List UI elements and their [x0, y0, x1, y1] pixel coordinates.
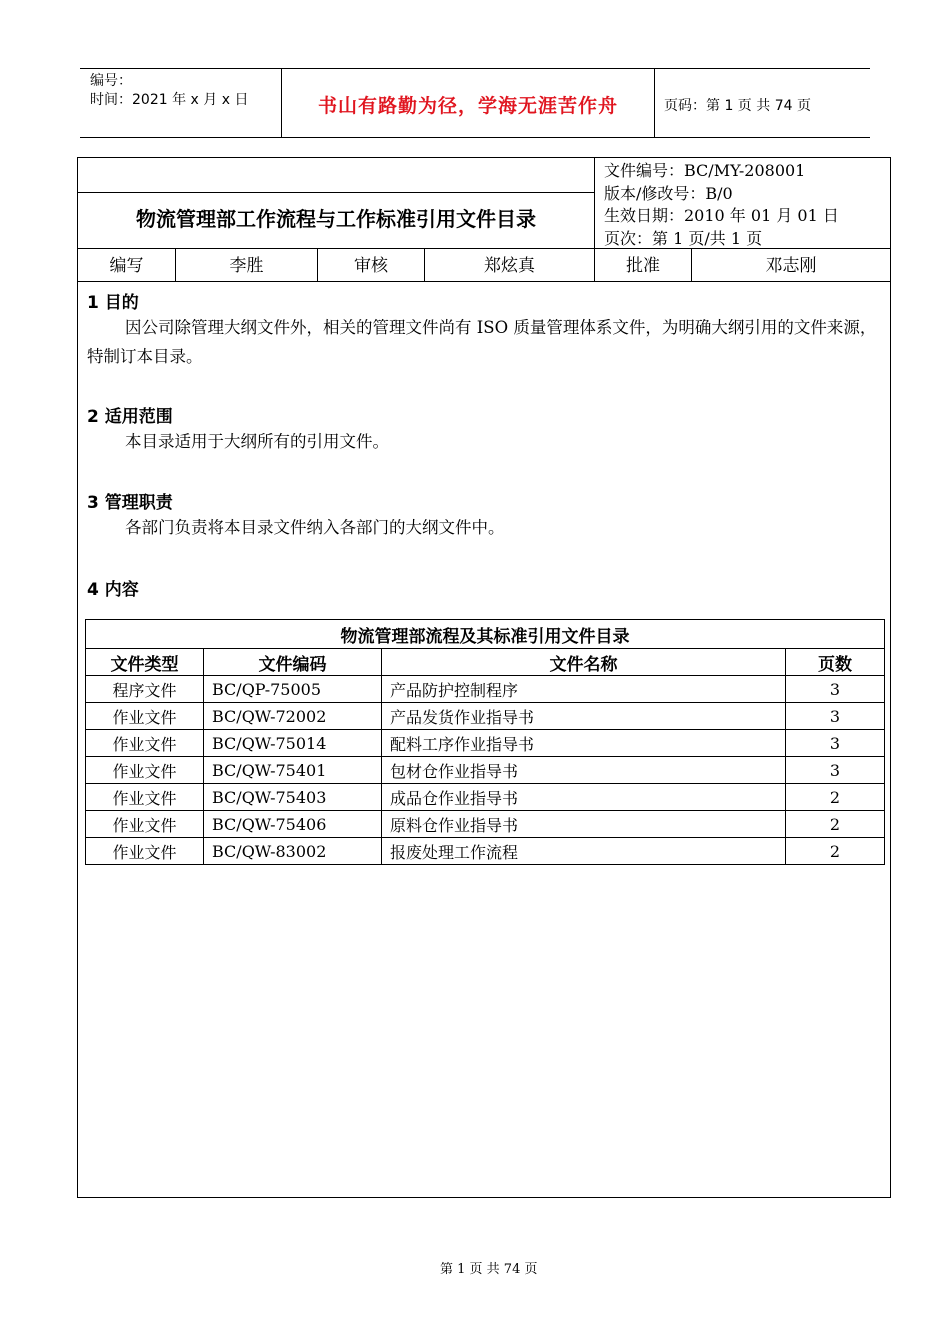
cell-pages: 3 [786, 757, 885, 784]
grid-line [78, 281, 890, 282]
document-title: 物流管理部工作流程与工作标准引用文件目录 [136, 207, 536, 231]
cell-name: 配料工序作业指导书 [382, 730, 786, 757]
author-name: 李胜 [229, 256, 264, 276]
cell-code: BC/QP-75005 [204, 676, 382, 703]
cell-type: 作业文件 [86, 757, 204, 784]
table-title: 物流管理部流程及其标准引用文件目录 [86, 620, 885, 649]
table-header-row [86, 649, 885, 676]
section-heading: 4 内容 [87, 580, 139, 600]
table-row [86, 703, 885, 730]
cell-code: BC/QW-75401 [204, 757, 382, 784]
table-title-row [86, 620, 885, 649]
reviewer-name: 郑炫真 [484, 256, 535, 276]
cell-type: 作业文件 [86, 811, 204, 838]
table-row [86, 838, 885, 865]
cell-name: 产品防护控制程序 [382, 676, 786, 703]
table-row [86, 730, 885, 757]
section-heading: 3 管理职责 [87, 493, 173, 513]
approver-name: 邓志刚 [765, 256, 817, 276]
file-index-table [85, 619, 885, 865]
page-count: 页次：第 1 页/共 1 页 [604, 228, 763, 248]
cell-type: 作业文件 [86, 784, 204, 811]
cell-pages: 2 [786, 838, 885, 865]
section-heading: 1 目的 [87, 293, 139, 313]
cell-type: 作业文件 [86, 838, 204, 865]
cell-name: 原料仓作业指导书 [382, 811, 786, 838]
document-frame [77, 157, 891, 1198]
grid-line [78, 192, 594, 193]
banner-divider [654, 69, 655, 137]
column-header: 文件编码 [204, 649, 382, 676]
table-row [86, 784, 885, 811]
table-row [86, 676, 885, 703]
cell-type: 程序文件 [86, 676, 204, 703]
section-text: 各部门负责将本目录文件纳入各部门的大纲文件中。 [125, 518, 505, 537]
effective-date: 生效日期：2010 年 01 月 01 日 [604, 206, 839, 225]
cell-code: BC/QW-72002 [204, 703, 382, 730]
cell-name: 成品仓作业指导书 [382, 784, 786, 811]
column-header: 文件名称 [382, 649, 786, 676]
cell-name: 包材仓作业指导书 [382, 757, 786, 784]
version: 版本/修改号：B/0 [604, 183, 733, 203]
section-heading: 2 适用范围 [87, 407, 173, 427]
column-header: 文件类型 [86, 649, 204, 676]
cell-pages: 2 [786, 784, 885, 811]
cell-pages: 3 [786, 703, 885, 730]
cell-pages: 3 [786, 730, 885, 757]
cell-type: 作业文件 [86, 730, 204, 757]
banner-page-info: 页码：第 1 页 共 74 页 [664, 98, 811, 114]
page-footer: 第 1 页 共 74 页 [440, 1262, 538, 1277]
cell-pages: 2 [786, 811, 885, 838]
table-row [86, 757, 885, 784]
author-label: 编写 [109, 256, 144, 276]
column-header: 页数 [786, 649, 885, 676]
section-text: 本目录适用于大纲所有的引用文件。 [125, 432, 389, 451]
document-meta [604, 160, 839, 250]
motto: 书山有路勤为径，学海无涯苦作舟 [317, 95, 618, 117]
cell-pages: 3 [786, 676, 885, 703]
cell-code: BC/QW-75014 [204, 730, 382, 757]
cell-name: 报废处理工作流程 [382, 838, 786, 865]
number-label: 编号： [90, 73, 132, 89]
cell-name: 产品发货作业指导书 [382, 703, 786, 730]
banner-info [90, 72, 280, 110]
section-text: 因公司除管理大纲文件外，相关的管理文件尚有 ISO 质量管理体系文件，为明确大纲引用的文件来源，特制订本目录。 [87, 318, 877, 366]
header-banner [80, 68, 870, 138]
cell-code: BC/QW-83002 [204, 838, 382, 865]
review-label: 审核 [354, 256, 388, 276]
file-number: 文件编号：BC/MY-208001 [604, 161, 806, 180]
table-row [86, 811, 885, 838]
approve-label: 批准 [626, 256, 660, 276]
cell-code: BC/QW-75403 [204, 784, 382, 811]
time-label: 时间：2021 年 x 月 x 日 [90, 92, 249, 108]
cell-code: BC/QW-75406 [204, 811, 382, 838]
cell-type: 作业文件 [86, 703, 204, 730]
